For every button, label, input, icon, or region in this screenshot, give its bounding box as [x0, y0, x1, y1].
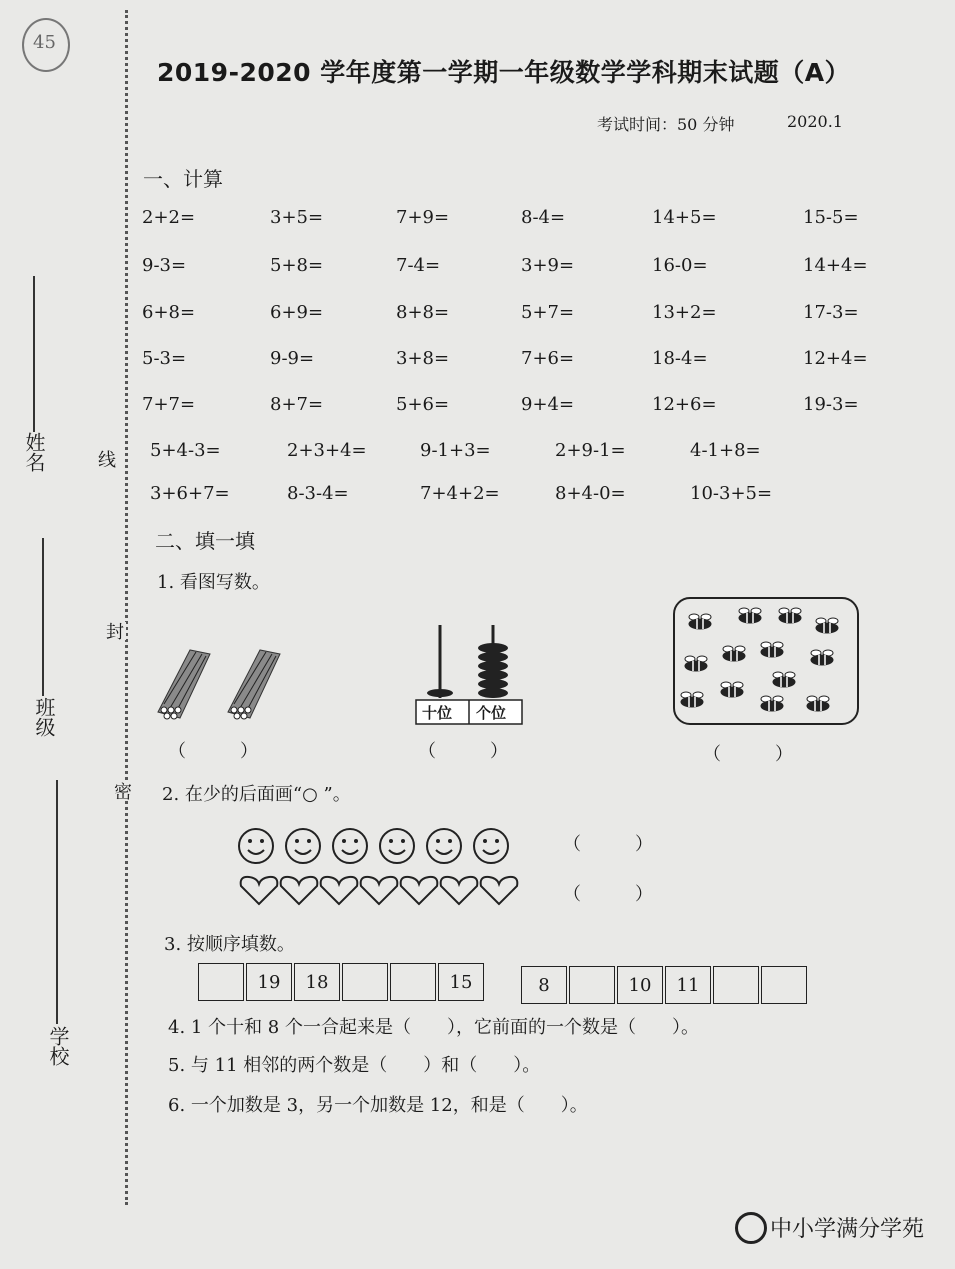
- bee-icon: [807, 696, 829, 711]
- school-underline: [56, 780, 58, 1024]
- q1-blank-sticks[interactable]: （ ）: [168, 741, 258, 762]
- heart-icon: [321, 877, 358, 904]
- sequence-cell: 10: [617, 966, 663, 1004]
- sequence-cell: 18: [294, 963, 340, 1001]
- sticks-bundles-image: [150, 640, 290, 725]
- bees-image: [672, 596, 860, 726]
- calc-item: 7+4+2=: [420, 483, 500, 504]
- seal-dotted-line: [125, 10, 128, 1205]
- q2-blank-heart[interactable]: （ ）: [563, 884, 653, 905]
- calc-item: 6+9=: [270, 302, 324, 323]
- sequence-cell[interactable]: [569, 966, 615, 1004]
- name-label: 姓名: [22, 432, 46, 472]
- heart-icon: [241, 877, 278, 904]
- abacus-tens-label: 十位: [422, 704, 453, 722]
- calc-item: 7+7=: [142, 394, 196, 415]
- smiley-icon: [333, 829, 367, 863]
- calc-item: 5+6=: [396, 394, 450, 415]
- smiley-icon: [427, 829, 461, 863]
- q3-text: 3. 按顺序填数。: [164, 934, 295, 955]
- calc-item: 9-1+3=: [420, 440, 491, 461]
- calc-item: 9+4=: [521, 394, 575, 415]
- sequence-cell[interactable]: [390, 963, 436, 1001]
- calc-item: 9-3=: [142, 255, 187, 276]
- q1-blank-abacus[interactable]: （ ）: [418, 741, 508, 762]
- seal-mi-char: 密: [108, 782, 134, 800]
- bee-icon: [779, 608, 801, 623]
- q2-text: 2. 在少的后面画“○ ”。: [162, 784, 351, 805]
- wechat-icon: [735, 1212, 767, 1244]
- bee-icon: [689, 614, 711, 629]
- calc-item: 8+7=: [270, 394, 324, 415]
- section-fill-heading: 二、填一填: [155, 529, 255, 553]
- smiley-icon: [239, 829, 273, 863]
- calc-item: 5+8=: [270, 255, 324, 276]
- smiley-row: [236, 826, 516, 866]
- seal-feng-char: 封: [100, 622, 126, 640]
- calc-item: 7+6=: [521, 348, 575, 369]
- calc-item: 5+7=: [521, 302, 575, 323]
- sequence-cell[interactable]: [342, 963, 388, 1001]
- calc-item: 2+3+4=: [287, 440, 367, 461]
- stamp-mark: [22, 18, 70, 72]
- sequence-cell: 19: [246, 963, 292, 1001]
- bee-icon: [811, 650, 833, 665]
- sequence-cell[interactable]: [713, 966, 759, 1004]
- class-label: 班级: [32, 697, 56, 737]
- q2-blank-smiley[interactable]: （ ）: [563, 834, 653, 855]
- smiley-icon: [380, 829, 414, 863]
- calc-item: 6+8=: [142, 302, 196, 323]
- calc-item: 7-4=: [396, 255, 441, 276]
- q6-text: 6. 一个加数是 3，另一个加数是 12，和是（ ）。: [168, 1095, 588, 1116]
- school-label: 学校: [46, 1026, 70, 1066]
- calc-item: 19-3=: [803, 394, 859, 415]
- bee-icon: [685, 656, 707, 671]
- calc-item: 2+9-1=: [555, 440, 626, 461]
- calc-item: 8+4-0=: [555, 483, 626, 504]
- bee-icon: [761, 642, 783, 657]
- sequence-cell: 8: [521, 966, 567, 1004]
- bee-icon: [681, 692, 703, 707]
- section-calc-heading: 一、计算: [143, 167, 223, 191]
- calc-item: 16-0=: [652, 255, 708, 276]
- calc-item: 8-3-4=: [287, 483, 349, 504]
- abacus-ones-label: 个位: [476, 704, 507, 722]
- bee-icon: [761, 696, 783, 711]
- calc-item: 2+2=: [142, 207, 196, 228]
- sequence-cell: 11: [665, 966, 711, 1004]
- calc-item: 18-4=: [652, 348, 708, 369]
- exam-time: 考试时间：50 分钟: [597, 115, 735, 134]
- class-underline: [42, 538, 44, 696]
- q4-text: 4. 1 个十和 8 个一合起来是（ ），它前面的一个数是（ ）。: [168, 1017, 699, 1038]
- calc-item: 9-9=: [270, 348, 315, 369]
- calc-item: 14+4=: [803, 255, 868, 276]
- stamp-text: 45: [33, 32, 56, 53]
- calc-item: 14+5=: [652, 207, 717, 228]
- heart-row: [236, 874, 521, 908]
- calc-item: 3+8=: [396, 348, 450, 369]
- calc-item: 15-5=: [803, 207, 859, 228]
- sequence-cell: 15: [438, 963, 484, 1001]
- calc-item: 8-4=: [521, 207, 566, 228]
- heart-icon: [481, 877, 518, 904]
- calc-item: 5-3=: [142, 348, 187, 369]
- heart-icon: [361, 877, 398, 904]
- q1-text: 1. 看图写数。: [157, 572, 270, 593]
- smiley-icon: [474, 829, 508, 863]
- smiley-icon: [286, 829, 320, 863]
- calc-item: 8+8=: [396, 302, 450, 323]
- calc-item: 12+4=: [803, 348, 868, 369]
- heart-icon: [441, 877, 478, 904]
- bee-icon: [816, 618, 838, 633]
- calc-item: 12+6=: [652, 394, 717, 415]
- bee-icon: [773, 672, 795, 687]
- sequence-cell[interactable]: [198, 963, 244, 1001]
- bee-icon: [721, 682, 743, 697]
- bee-icon: [723, 646, 745, 661]
- q1-blank-bees[interactable]: （ ）: [703, 744, 793, 765]
- bee-icon: [739, 608, 761, 623]
- calc-item: 3+9=: [521, 255, 575, 276]
- heart-icon: [281, 877, 318, 904]
- heart-icon: [401, 877, 438, 904]
- calc-item: 3+6+7=: [150, 483, 230, 504]
- seal-line-char: 线: [92, 450, 118, 468]
- calc-item: 5+4-3=: [150, 440, 221, 461]
- calc-item: 10-3+5=: [690, 483, 773, 504]
- calc-item: 4-1+8=: [690, 440, 761, 461]
- brand-name: 中小学满分学苑: [770, 1217, 925, 1242]
- calc-item: 13+2=: [652, 302, 717, 323]
- name-underline: [33, 276, 35, 432]
- calc-item: 7+9=: [396, 207, 450, 228]
- calc-item: 3+5=: [270, 207, 324, 228]
- calc-item: 17-3=: [803, 302, 859, 323]
- sequence-cell[interactable]: [761, 966, 807, 1004]
- exam-date: 2020.1: [787, 112, 843, 131]
- q5-text: 5. 与 11 相邻的两个数是（ ）和（ ）。: [168, 1055, 541, 1076]
- exam-title: 2019-2020 学年度第一学期一年级数学学科期末试题（A）: [157, 58, 851, 87]
